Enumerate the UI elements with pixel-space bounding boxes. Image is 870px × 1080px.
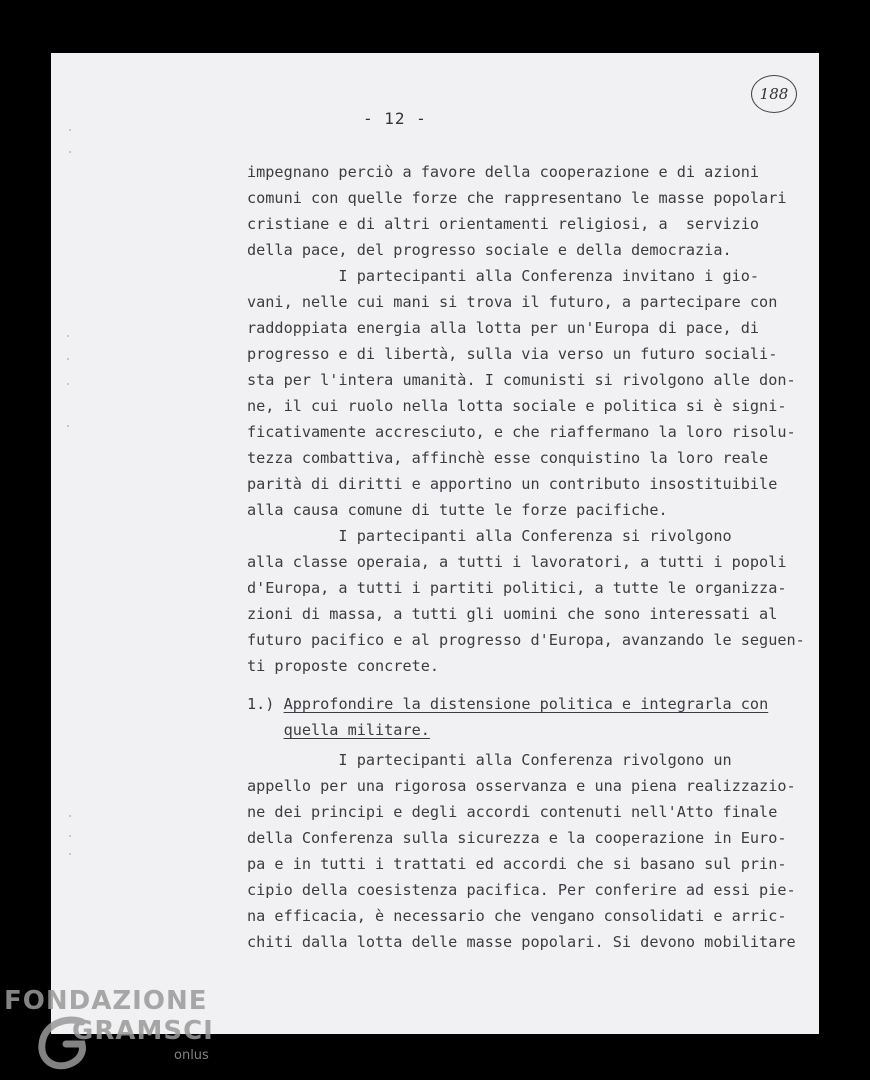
watermark-suffix: onlus xyxy=(174,1048,209,1063)
text-line: tezza combattiva, affinchè esse conquistino la loro reale xyxy=(247,449,769,467)
folio-stamp xyxy=(751,75,797,113)
text-line: ne, il cui ruolo nella lotta sociale e politica si è signi- xyxy=(247,397,787,415)
margin-dot xyxy=(69,835,71,837)
section-number: 1.) xyxy=(247,695,275,713)
text-line: chiti dalla lotta delle masse popolari. Si devono mobilitare xyxy=(247,933,796,951)
text-line: della pace, del progresso sociale e della democrazia. xyxy=(247,241,732,259)
text-line: della Conferenza sulla sicurezza e la cooperazione in Euro- xyxy=(247,829,787,847)
watermark-line2: GRAMSCI xyxy=(72,1016,214,1046)
margin-dot xyxy=(67,358,69,360)
watermark-logo xyxy=(4,986,224,1078)
text-line: d'Europa, a tutti i partiti politici, a tutte le organizza- xyxy=(247,579,787,597)
page-number: - 12 - xyxy=(363,109,427,128)
text-line: pa e in tutti i trattati ed accordi che si basano sul prin- xyxy=(247,855,787,873)
text-line: I partecipanti alla Conferenza rivolgono un xyxy=(247,751,732,769)
text-line: alla classe operaia, a tutti i lavoratori, a tutti i popoli xyxy=(247,553,787,571)
section-title-line2: quella militare. xyxy=(283,721,430,739)
text-line: progresso e di libertà, sulla via verso un futuro sociali- xyxy=(247,345,778,363)
text-line: ne dei principi e degli accordi contenuti nell'Atto finale xyxy=(247,803,778,821)
margin-dot xyxy=(69,853,71,855)
text-line: cristiane e di altri orientamenti religiosi, a servizio xyxy=(247,215,760,233)
text-line: ficativamente accresciuto, e che riaffermano la loro risolu- xyxy=(247,423,796,441)
margin-dot xyxy=(69,151,71,153)
watermark-line1: FONDAZIONE xyxy=(4,986,208,1016)
text-line: cipio della coesistenza pacifica. Per conferire ad essi pie- xyxy=(247,881,796,899)
text-line: ti proposte concrete. xyxy=(247,657,440,675)
margin-dot xyxy=(67,383,69,385)
folio-number: 188 xyxy=(759,85,789,103)
text-line: parità di diritti e apportino un contributo insostituibile xyxy=(247,475,778,493)
margin-dot xyxy=(69,129,71,131)
text-line: raddoppiata energia alla lotta per un'Europa di pace, di xyxy=(247,319,760,337)
spacer xyxy=(247,679,827,691)
section-title-line1: Approfondire la distensione politica e integrarla con xyxy=(283,695,769,713)
margin-dot xyxy=(67,335,69,337)
section-heading xyxy=(247,691,827,717)
text-line: na efficacia, è necessario che vengano consolidati e arric- xyxy=(247,907,787,925)
text-line: zioni di massa, a tutti gli uomini che sono interessati al xyxy=(247,605,778,623)
text-line: futuro pacifico e al progresso d'Europa, avanzando le seguen- xyxy=(247,631,805,649)
margin-dot xyxy=(67,425,69,427)
text-line: alla causa comune di tutte le forze pacifiche. xyxy=(247,501,668,519)
margin-dot xyxy=(69,815,71,817)
text-line: comuni con quelle forze che rappresentano le masse popolari xyxy=(247,189,787,207)
text-line: vani, nelle cui mani si trova il futuro, a partecipare con xyxy=(247,293,778,311)
body-text xyxy=(247,159,827,955)
text-line: I partecipanti alla Conferenza invitano i gio- xyxy=(247,267,760,285)
text-line: I partecipanti alla Conferenza si rivolgono xyxy=(247,527,732,545)
text-line: impegnano perciò a favore della cooperazione e di azioni xyxy=(247,163,760,181)
text-line: sta per l'intera umanità. I comunisti si rivolgono alle don- xyxy=(247,371,796,389)
section-heading-continued xyxy=(247,717,827,743)
text-line: appello per una rigorosa osservanza e una piena realizzazio- xyxy=(247,777,796,795)
document-page xyxy=(51,53,819,1034)
